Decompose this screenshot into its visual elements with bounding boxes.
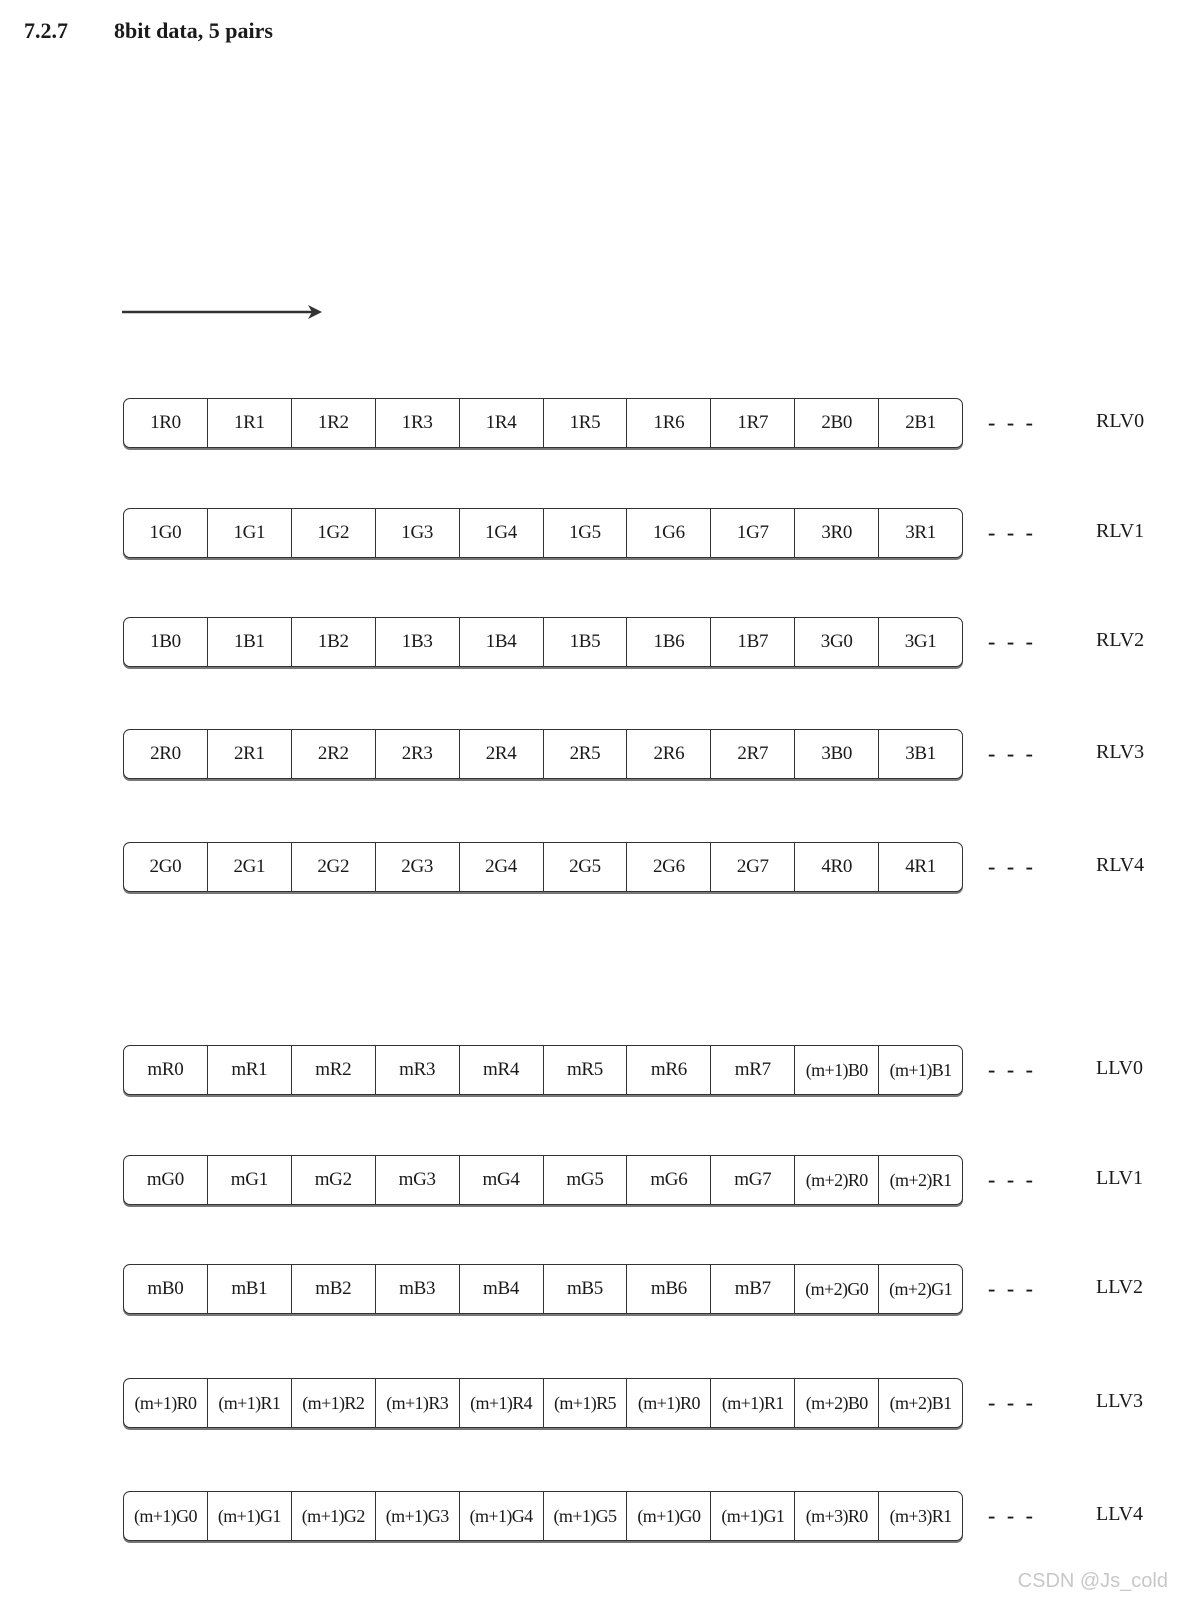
continuation-ellipsis: - - -: [988, 1276, 1036, 1301]
lane-row: [123, 617, 1163, 669]
bit-cell: mR3: [376, 1046, 460, 1094]
bit-cell: (m+1)R1: [711, 1379, 795, 1427]
lane-label: LLV3: [1096, 1390, 1144, 1412]
bit-cell: 2G5: [544, 843, 628, 891]
lane-bit-sequence: [123, 1045, 963, 1095]
continuation-ellipsis: - - -: [988, 410, 1036, 435]
bit-cell: 2R4: [460, 730, 544, 778]
bit-cell: 1B5: [544, 618, 628, 666]
lane-label: RLV0: [1096, 410, 1145, 432]
bit-cell: mB7: [711, 1265, 795, 1313]
bit-cell: mG3: [376, 1156, 460, 1204]
bit-cell: 1R2: [292, 399, 376, 447]
bit-cell: 1R1: [208, 399, 292, 447]
continuation-ellipsis: - - -: [988, 520, 1036, 545]
section-title: 8bit data, 5 pairs: [114, 18, 273, 43]
lane-label: LLV1: [1096, 1167, 1144, 1189]
bit-cell: 1R5: [544, 399, 628, 447]
bit-cell: 4R0: [795, 843, 879, 891]
bit-cell: 2G4: [460, 843, 544, 891]
lane-row: [123, 1155, 1163, 1207]
bit-cell: 1R6: [627, 399, 711, 447]
lane-label: LLV2: [1096, 1276, 1144, 1298]
bit-cell: mB6: [627, 1265, 711, 1313]
bit-cell: 1G0: [124, 509, 208, 557]
continuation-ellipsis: - - -: [988, 1390, 1036, 1415]
bit-cell: (m+2)B0: [795, 1379, 879, 1427]
bit-cell: (m+1)B1: [889, 1059, 952, 1080]
bit-cell: (m+2)R0: [795, 1156, 879, 1204]
bit-cell: mG7: [711, 1156, 795, 1204]
bit-cell: 3R1: [905, 522, 936, 543]
bit-cell: 1G3: [376, 509, 460, 557]
bit-cell: mB0: [124, 1265, 208, 1313]
bit-cell: (m+1)G0: [124, 1492, 208, 1540]
bit-cell: mG0: [124, 1156, 208, 1204]
bit-cell: mR4: [460, 1046, 544, 1094]
bit-cell: mB5: [544, 1265, 628, 1313]
section-number: 7.2.7: [24, 18, 68, 43]
bit-cell: (m+1)R0: [627, 1379, 711, 1427]
bit-cell: 3B0: [795, 730, 879, 778]
bit-cell: (m+1)R2: [292, 1379, 376, 1427]
bit-cell: 1B6: [627, 618, 711, 666]
bit-cell: 2G6: [627, 843, 711, 891]
bit-cell: mR1: [208, 1046, 292, 1094]
bit-cell: 4R1: [905, 856, 936, 877]
bit-cell: 1B2: [292, 618, 376, 666]
bit-cell: 2G0: [124, 843, 208, 891]
lane-row: [123, 1378, 1163, 1430]
bit-cell: 2B1: [905, 412, 936, 433]
bit-cell: mB4: [460, 1265, 544, 1313]
bit-cell: 1G7: [711, 509, 795, 557]
bit-cell: (m+3)R1: [889, 1505, 952, 1526]
lane-row: [123, 1491, 1163, 1543]
bit-cell: 3R0: [795, 509, 879, 557]
lane-bit-sequence: [123, 729, 963, 779]
bit-cell: mR7: [711, 1046, 795, 1094]
bit-cell: mB1: [208, 1265, 292, 1313]
lane-row: [123, 398, 1163, 450]
lane-label: LLV0: [1096, 1057, 1144, 1079]
continuation-ellipsis: - - -: [988, 1167, 1036, 1192]
bit-cell: (m+1)G1: [208, 1492, 292, 1540]
bit-cell: (m+1)R4: [460, 1379, 544, 1427]
lane-label: RLV1: [1096, 520, 1145, 542]
bit-cell: mG6: [627, 1156, 711, 1204]
bit-cell: (m+1)G5: [544, 1492, 628, 1540]
lane-label: RLV4: [1096, 854, 1145, 876]
continuation-ellipsis: - - -: [988, 741, 1036, 766]
bit-cell: (m+2)G1: [889, 1278, 953, 1299]
bit-cell: mR0: [124, 1046, 208, 1094]
bit-cell: (m+3)R0: [795, 1492, 879, 1540]
bit-cell: 2G1: [208, 843, 292, 891]
lane-row: [123, 729, 1163, 781]
bit-cell: (m+1)G1: [711, 1492, 795, 1540]
lane-row: [123, 1045, 1163, 1097]
bit-cell: 1R0: [124, 399, 208, 447]
lane-label: LLV4: [1096, 1503, 1144, 1525]
bit-cell: mG1: [208, 1156, 292, 1204]
continuation-ellipsis: - - -: [988, 1503, 1036, 1528]
lane-label: RLV2: [1096, 629, 1145, 651]
lane-bit-sequence: [123, 1264, 963, 1314]
bit-cell: 1R3: [376, 399, 460, 447]
bit-cell: 2G2: [292, 843, 376, 891]
bit-cell: 1R7: [711, 399, 795, 447]
bit-cell: (m+1)B0: [795, 1046, 879, 1094]
bit-cell: (m+2)G0: [795, 1265, 879, 1313]
bit-cell: 1G1: [208, 509, 292, 557]
bit-cell: 2R3: [376, 730, 460, 778]
bit-cell: (m+1)R5: [544, 1379, 628, 1427]
lane-bit-sequence: [123, 1378, 963, 1428]
bit-cell: (m+1)G3: [376, 1492, 460, 1540]
bit-cell: 1R4: [460, 399, 544, 447]
bit-cell: 1B7: [711, 618, 795, 666]
section-heading: [24, 18, 273, 44]
bit-cell: (m+1)G4: [460, 1492, 544, 1540]
bit-cell: mG4: [460, 1156, 544, 1204]
bit-cell: 1B0: [124, 618, 208, 666]
lane-bit-sequence: [123, 508, 963, 558]
continuation-ellipsis: - - -: [988, 854, 1036, 879]
bit-cell: (m+1)G0: [627, 1492, 711, 1540]
lane-bit-sequence: [123, 842, 963, 892]
bit-cell: 2R1: [208, 730, 292, 778]
bit-cell: (m+1)R1: [208, 1379, 292, 1427]
bit-cell: mB2: [292, 1265, 376, 1313]
bit-cell: mR2: [292, 1046, 376, 1094]
bit-cell: mR5: [544, 1046, 628, 1094]
bit-cell: 2R2: [292, 730, 376, 778]
bit-cell: mG5: [544, 1156, 628, 1204]
bit-cell: 1B1: [208, 618, 292, 666]
lane-row: [123, 508, 1163, 560]
bit-cell: (m+1)G2: [292, 1492, 376, 1540]
lane-bit-sequence: [123, 617, 963, 667]
lane-row: [123, 842, 1163, 894]
lane-label: RLV3: [1096, 741, 1145, 763]
bit-cell: 2G3: [376, 843, 460, 891]
bit-cell: 3G1: [904, 631, 937, 652]
bit-cell: mR6: [627, 1046, 711, 1094]
bit-cell: 1B4: [460, 618, 544, 666]
direction-arrow: [122, 300, 332, 324]
bit-cell: 2R5: [544, 730, 628, 778]
continuation-ellipsis: - - -: [988, 629, 1036, 654]
bit-cell: 2R6: [627, 730, 711, 778]
lane-bit-sequence: [123, 1155, 963, 1205]
bit-cell: 1G2: [292, 509, 376, 557]
lane-bit-sequence: [123, 398, 963, 448]
bit-cell: 3B1: [905, 743, 936, 764]
bit-cell: mG2: [292, 1156, 376, 1204]
continuation-ellipsis: - - -: [988, 1057, 1036, 1082]
bit-cell: 2B0: [795, 399, 879, 447]
lane-row: [123, 1264, 1163, 1316]
bit-cell: 3G0: [795, 618, 879, 666]
bit-cell: (m+1)R0: [124, 1379, 208, 1427]
lane-bit-sequence: [123, 1491, 963, 1541]
bit-cell: 2G7: [711, 843, 795, 891]
bit-cell: (m+1)R3: [376, 1379, 460, 1427]
bit-cell: 1G6: [627, 509, 711, 557]
bit-cell: mB3: [376, 1265, 460, 1313]
bit-cell: (m+2)R1: [889, 1169, 952, 1190]
bit-cell: (m+2)B1: [889, 1392, 952, 1413]
watermark: CSDN @Js_cold: [1017, 1570, 1168, 1592]
bit-cell: 1G4: [460, 509, 544, 557]
bit-cell: 2R7: [711, 730, 795, 778]
bit-cell: 2R0: [124, 730, 208, 778]
bit-cell: 1G5: [544, 509, 628, 557]
bit-cell: 1B3: [376, 618, 460, 666]
